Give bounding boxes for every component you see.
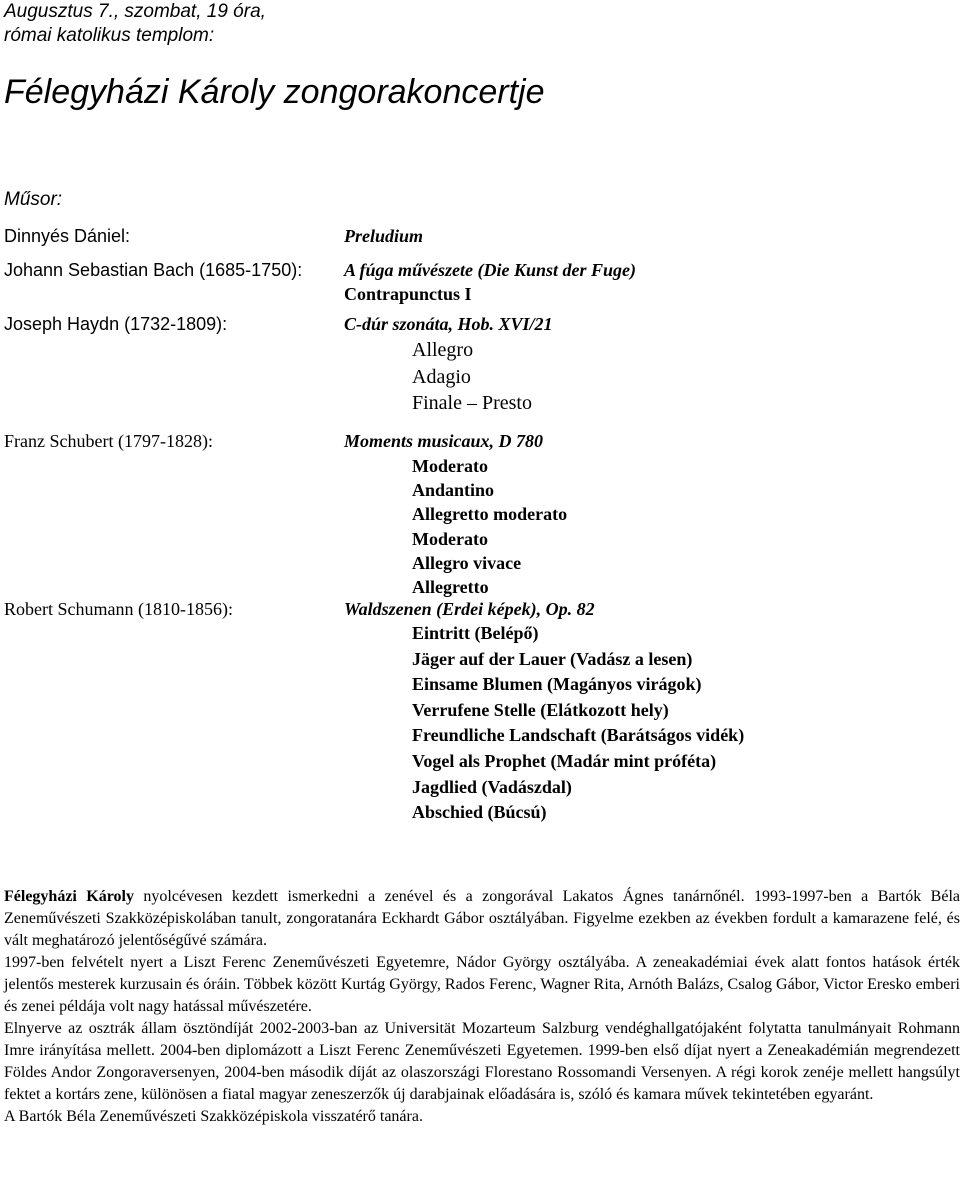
movements-schubert [412, 454, 567, 599]
bio-paragraph: Elnyerve az osztrák állam ösztöndíját 2002-2003-ban az Universität Mozarteum Salzburg vendéghallgatójaként folytatta tanulmányait Rohmann Imre irányítása mellett. 2004-ben diplomázott a Liszt Ferenc Zeneművészeti Egyetemen. 1999-ben első díjat nyert a Zeneakadémián megrendezett Földes Andor Zongoraversenyen, 2004-ben második díját az olaszországi Florestano Rossomandi Versenyen. A régi korok zenéje mellett hangsúlyt fektet a kortárs zene, különösen a fiatal magyar zeneszerzők új darabjainak előadására is, szóló és kamara művek tekintetében egyaránt. [4, 1020, 960, 1103]
bio-paragraph [4, 886, 960, 952]
bio-paragraph: 1997-ben felvételt nyert a Liszt Ferenc Zeneművészeti Egyetemre, Nádor György osztályába. A zeneakadémiai évek alatt fontos hatások érték jelentős mesterek kurzusain és óráin. Többek között Kurtág György, Rados Ferenc, Wagner Rita, Arnóth Balázs, Csalog Gábor, Victor Eresko emberi és zenei példája volt nagy hatással művészetére. [4, 954, 960, 1015]
event-header [4, 0, 266, 48]
performer-name: Félegyházi Károly [4, 888, 134, 905]
program-label: Műsor: [4, 189, 63, 210]
work-haydn: C-dúr szonáta, Hob. XVI/21 [344, 314, 553, 334]
movement-item: Einsame Blumen (Magányos virágok) [412, 674, 702, 695]
movement-item: Allegretto [412, 577, 489, 598]
work-schumann: Waldszenen (Erdei képek), Op. 82 [344, 599, 595, 619]
composer-schubert: Franz Schubert (1797-1828): [4, 431, 213, 451]
event-date-line: Augusztus 7., szombat, 19 óra, [4, 1, 266, 22]
performer-biography [4, 886, 960, 1128]
work-bach: A fúga művészete (Die Kunst der Fuge) [344, 260, 637, 280]
movement-item: Jagdlied (Vadászdal) [412, 776, 572, 797]
bio-paragraph: A Bartók Béla Zeneművészeti Szakközépiskola visszatérő tanára. [4, 1108, 423, 1125]
movement-item: Finale – Presto [412, 392, 532, 414]
movement-item: Moderato [412, 456, 488, 476]
composer-dinnyes: Dinnyés Dániel: [4, 226, 131, 246]
movement-item: Allegro [412, 339, 474, 361]
movement-item: Moderato [412, 528, 488, 549]
work-schubert: Moments musicaux, D 780 [344, 431, 544, 451]
movement-item: Allegro vivace [412, 552, 522, 573]
composer-bach: Johann Sebastian Bach (1685-1750): [4, 260, 303, 280]
movement-item: Jäger auf der Lauer (Vadász a lesen) [412, 648, 693, 669]
movement-item: Allegretto moderato [412, 504, 568, 525]
movement-item: Freundliche Landschaft (Barátságos vidék) [412, 725, 745, 746]
movements-haydn [412, 337, 532, 417]
movement-item: Adagio [412, 365, 471, 388]
work-bach-subtitle: Contrapunctus I [344, 284, 472, 304]
page-title: Félegyházi Károly zongorakoncertje [4, 73, 545, 111]
movement-item: Abschied (Búcsú) [412, 802, 547, 823]
bio-text: nyolcévesen kezdett ismerkedni a zenével és a zongorával Lakatos Ágnes tanárnőnél. 1993-1997-ben a Bartók Béla Zeneművészeti Szakközépiskolában tanult, zongoratanára Eckhardt Gábor osztályában. Figyelme ezekben az években fordult a kamarazene felé, és vált meghatározó jelentőségűvé számára. [4, 888, 960, 949]
movement-item: Verrufene Stelle (Elátkozott hely) [412, 699, 669, 720]
movement-item: Vogel als Prophet (Madár mint próféta) [412, 750, 717, 771]
movement-item: Eintritt (Belépő) [412, 623, 539, 643]
movements-schumann [412, 621, 744, 826]
composer-haydn: Joseph Haydn (1732-1809): [4, 314, 228, 334]
movement-item: Andantino [412, 480, 495, 501]
composer-schumann: Robert Schumann (1810-1856): [4, 599, 233, 619]
work-dinnyes: Preludium [344, 226, 424, 246]
event-venue-line: római katolikus templom: [4, 25, 215, 46]
